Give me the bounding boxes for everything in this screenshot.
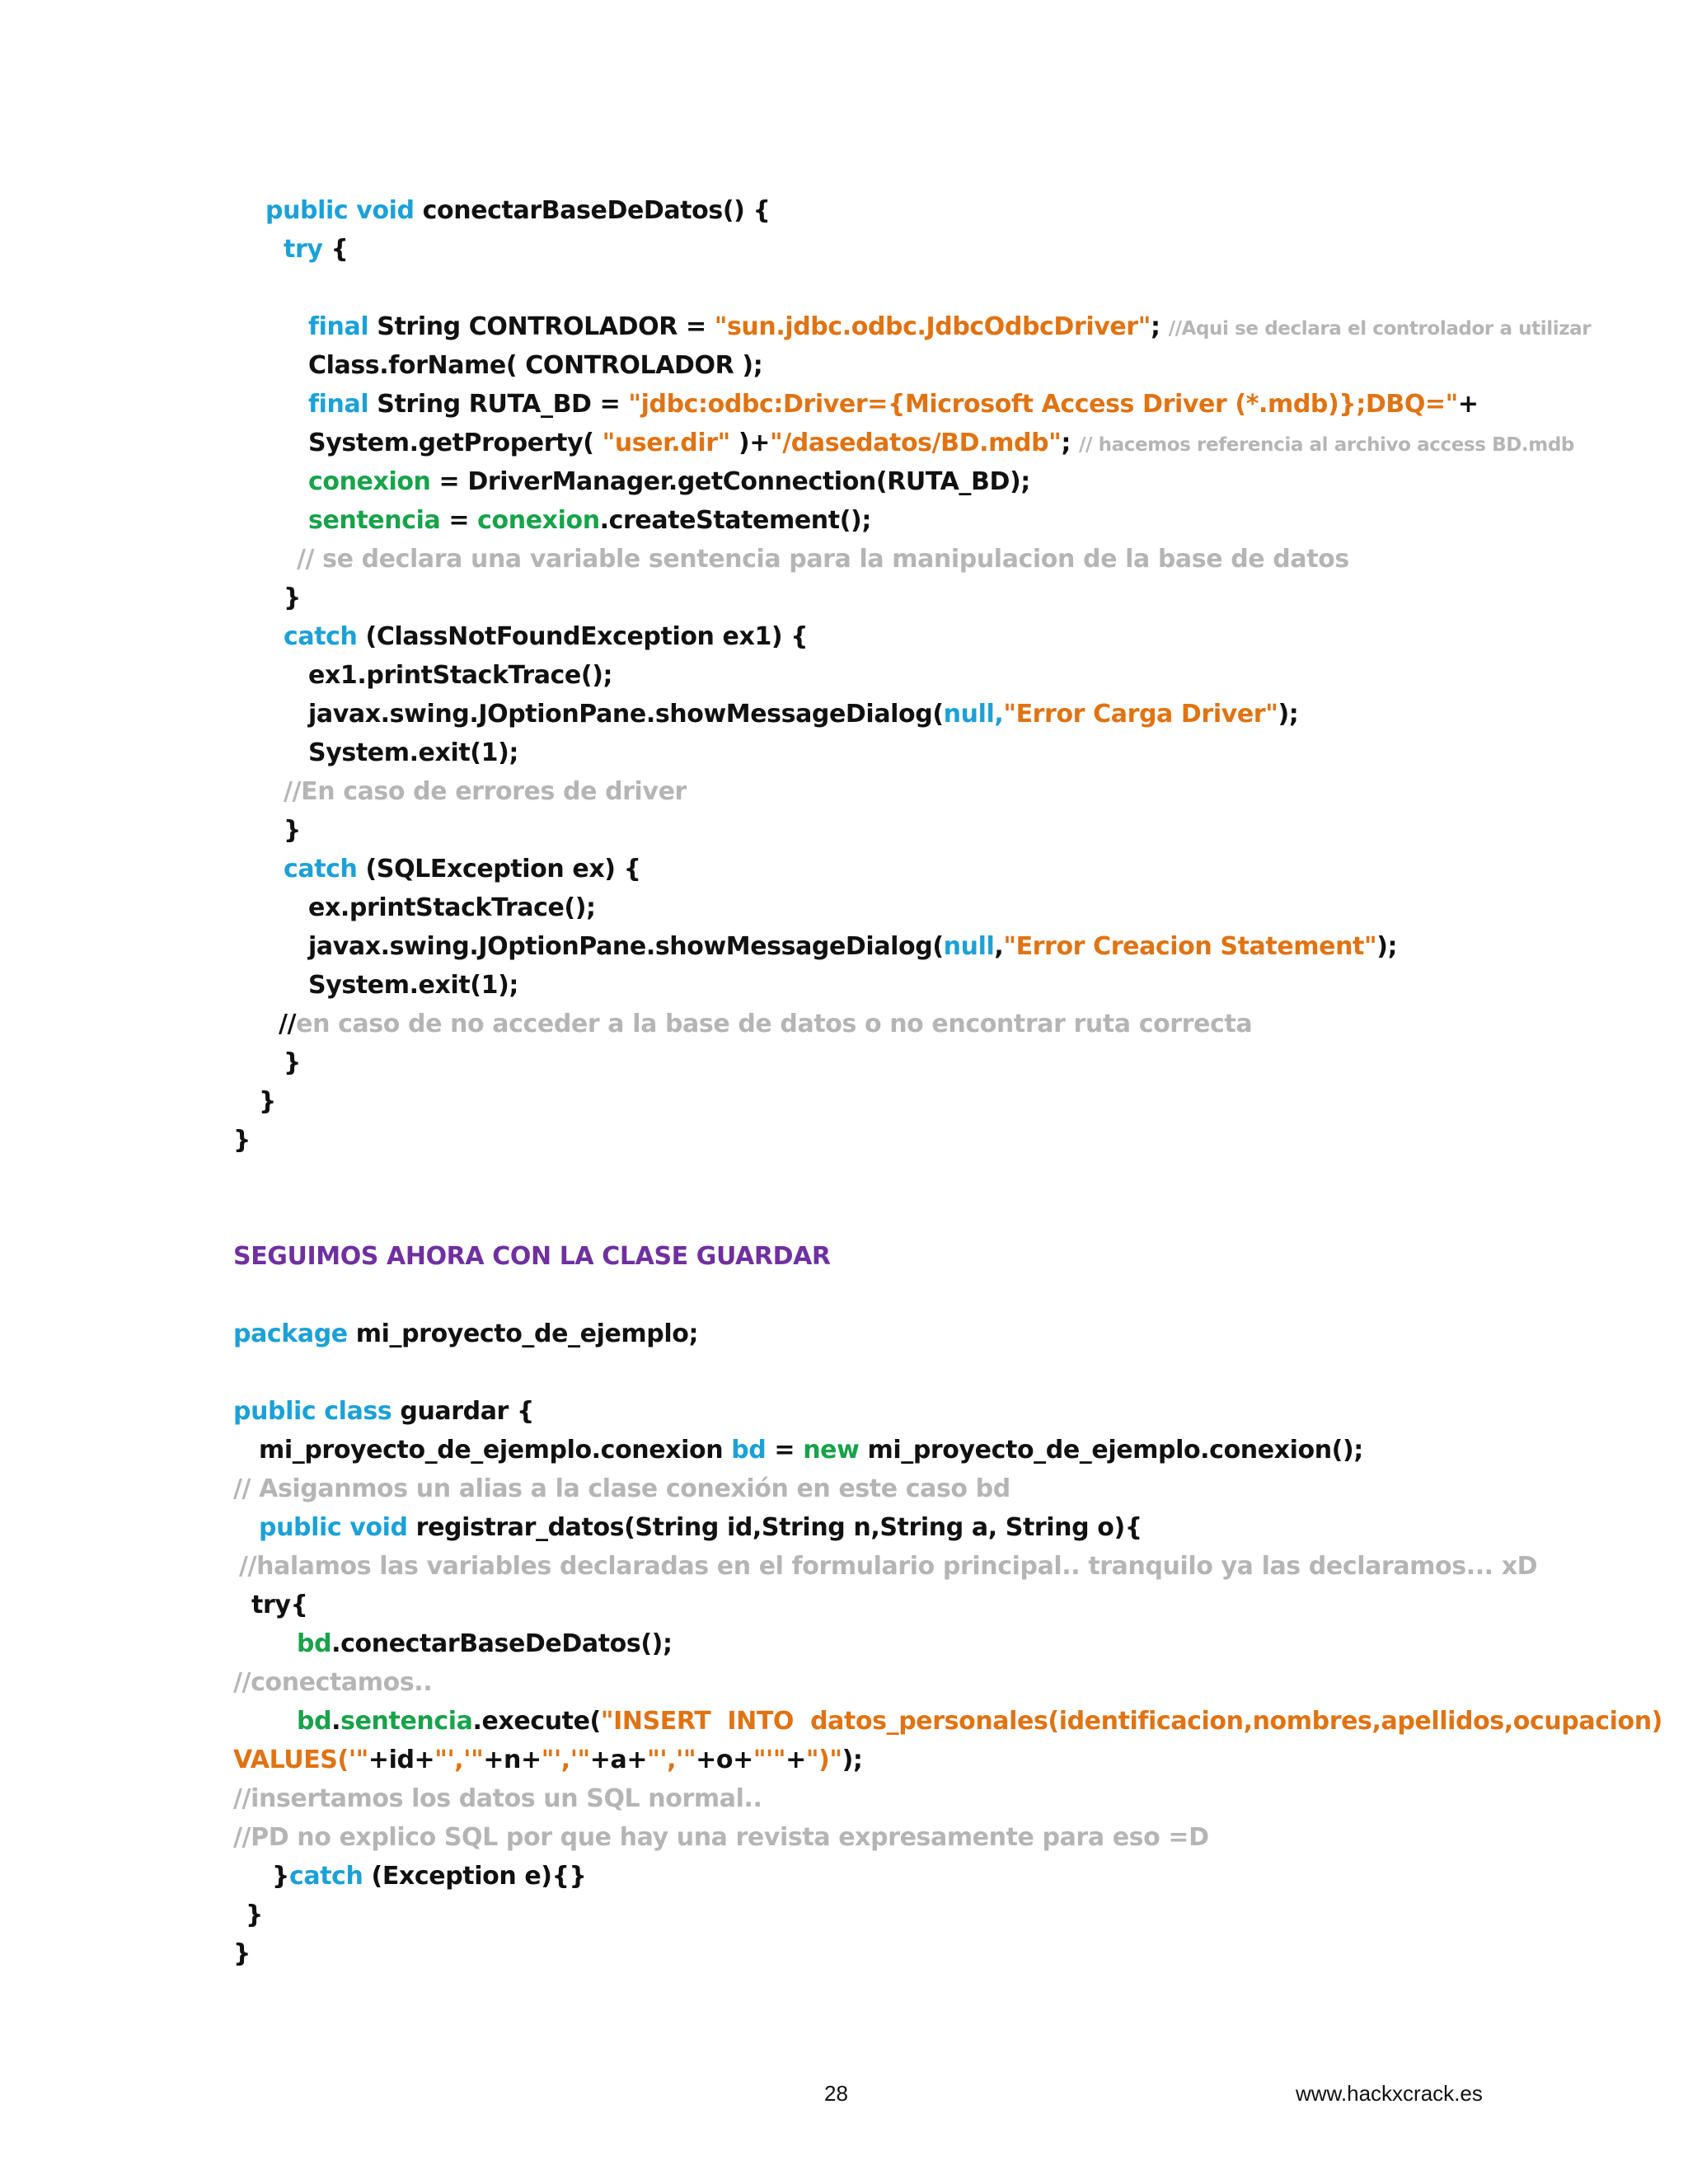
code-line xyxy=(259,1085,276,1118)
code-token-plain: + xyxy=(1457,390,1479,419)
code-token-plain: + xyxy=(785,1746,806,1774)
footer-website: www.hackxcrack.es xyxy=(1296,2081,1483,2106)
code-token-plain: = xyxy=(440,506,478,535)
code-token-plain: = xyxy=(766,1436,804,1465)
code-line xyxy=(297,1628,673,1661)
code-token-field: bd xyxy=(297,1629,332,1658)
code-token-plain: ex.printStackTrace(); xyxy=(308,893,596,922)
code-line xyxy=(279,1008,1252,1041)
code-token-plain: System.getProperty( xyxy=(308,429,603,457)
code-token-plain: mi_proyecto_de_ejemplo.conexion(); xyxy=(859,1436,1363,1465)
code-token-comment: //En caso de errores de driver xyxy=(284,777,687,806)
code-token-field: conexion xyxy=(308,467,431,496)
code-token-keyword: public void xyxy=(265,196,415,225)
code-token-keyword: null, xyxy=(943,700,1004,729)
code-token-string: "','" xyxy=(647,1746,696,1774)
code-token-comment: //PD no explico SQL por que hay una revista expresamente para eso =D xyxy=(233,1823,1209,1852)
code-token-plain: +o+ xyxy=(696,1746,753,1774)
code-line xyxy=(265,194,770,227)
code-line xyxy=(308,930,1397,963)
code-line xyxy=(239,1550,1537,1583)
code-token-plain: // xyxy=(279,1010,297,1038)
code-line xyxy=(308,698,1298,731)
code-token-plain: +id+ xyxy=(368,1746,435,1774)
code-token-plain: try{ xyxy=(251,1591,308,1619)
code-token-field: sentencia xyxy=(308,506,441,535)
code-token-comment: //insertamos los datos un SQL normal.. xyxy=(233,1784,762,1813)
code-line xyxy=(284,621,808,654)
code-token-plain: (SQLException ex) { xyxy=(357,855,641,883)
code-line xyxy=(284,776,687,808)
code-token-plain: mi_proyecto_de_ejemplo; xyxy=(347,1319,699,1348)
code-line xyxy=(284,233,349,266)
code-token-plain: )+ xyxy=(729,429,770,457)
code-token-plain: Class.forName( CONTROLADOR ); xyxy=(308,351,763,380)
code-line xyxy=(233,1473,1010,1506)
code-line xyxy=(308,969,518,1002)
code-token-plain: ); xyxy=(1376,932,1398,961)
code-token-comment: //halamos las variables declaradas en el formulario principal.. tranquilo ya las declaramos... xD xyxy=(239,1552,1538,1581)
code-token-plain: ; xyxy=(1061,429,1080,457)
code-token-keyword: package xyxy=(233,1319,348,1348)
code-token-plain: +n+ xyxy=(483,1746,542,1774)
code-token-string: "user.dir" xyxy=(602,429,730,457)
code-line xyxy=(284,1047,301,1080)
code-token-plain: +a+ xyxy=(589,1746,648,1774)
code-line xyxy=(246,1899,263,1932)
code-token-plain: . xyxy=(331,1707,341,1736)
code-token-string: "/dasedatos/BD.mdb" xyxy=(769,429,1062,457)
code-token-plain: conectarBaseDeDatos() { xyxy=(414,196,771,225)
code-token-comment: // se declara una variable sentencia para la manipulacion de la base de datos xyxy=(297,545,1349,574)
code-token-plain: .conectarBaseDeDatos(); xyxy=(331,1629,673,1658)
code-token-plain: } xyxy=(259,1087,276,1116)
code-token-string: "INSERT INTO datos_personales(identificacion,nombres,apellidos,ocupacion) xyxy=(600,1707,1662,1736)
code-token-plain: String RUTA_BD = xyxy=(368,390,629,419)
section-heading: SEGUIMOS AHORA CON LA CLASE GUARDAR xyxy=(233,1242,831,1271)
code-line xyxy=(233,1318,698,1351)
code-line xyxy=(284,853,641,886)
code-line xyxy=(233,1783,762,1816)
code-token-keyword: try xyxy=(284,235,323,264)
code-token-plain: } xyxy=(284,583,301,612)
code-token-keyword: public void xyxy=(259,1513,408,1542)
code-line xyxy=(297,543,1349,576)
code-line xyxy=(251,1589,307,1622)
code-token-field: conexion xyxy=(477,506,600,535)
code-token-plain: } xyxy=(233,1126,251,1155)
code-line xyxy=(308,349,762,382)
code-token-keyword: final xyxy=(308,390,369,419)
code-token-plain: } xyxy=(284,1048,301,1077)
code-token-comment: en caso de no acceder a la base de datos o no encontrar ruta correcta xyxy=(296,1010,1253,1038)
code-line xyxy=(233,1395,534,1428)
code-token-string: ")" xyxy=(805,1746,842,1774)
code-line xyxy=(284,582,301,615)
code-token-plain: System.exit(1); xyxy=(308,738,518,767)
code-token-keyword: catch xyxy=(284,622,358,651)
code-line xyxy=(308,504,871,537)
code-token-plain: , xyxy=(994,932,1004,961)
code-token-plain: ; xyxy=(1150,312,1169,341)
code-token-field: new xyxy=(803,1436,860,1465)
code-line xyxy=(233,1124,251,1157)
code-token-string: "'" xyxy=(753,1746,786,1774)
page-number: 28 xyxy=(824,2081,848,2106)
code-token-plain: (ClassNotFoundException ex1) { xyxy=(357,622,809,651)
code-line xyxy=(259,1511,1142,1544)
code-token-plain: (Exception e){} xyxy=(363,1862,587,1891)
code-token-plain: registrar_datos(String id,String n,String a, String o){ xyxy=(407,1513,1142,1542)
code-token-plain: .execute( xyxy=(472,1707,601,1736)
code-token-field: bd xyxy=(297,1707,332,1736)
code-token-plain: } xyxy=(272,1862,289,1891)
code-token-keyword: catch xyxy=(284,855,358,883)
code-token-string: "sun.jdbc.odbc.JdbcOdbcDriver" xyxy=(714,312,1151,341)
code-token-plain: { xyxy=(322,235,349,264)
code-token-keyword: final xyxy=(308,312,369,341)
code-token-plain: } xyxy=(284,816,301,845)
code-line xyxy=(233,1666,432,1699)
code-token-plain: = DriverManager.getConnection(RUTA_BD); xyxy=(430,467,1030,496)
code-token-plain: ex1.printStackTrace(); xyxy=(308,661,613,690)
code-line xyxy=(308,311,1591,345)
code-token-string: "','" xyxy=(434,1746,484,1774)
code-token-string: "Error Creacion Statement" xyxy=(1003,932,1377,961)
code-token-string: "Error Carga Driver" xyxy=(1003,700,1278,729)
code-token-field: sentencia xyxy=(340,1707,473,1736)
code-token-string: VALUES('" xyxy=(233,1746,368,1774)
code-line xyxy=(308,892,596,925)
code-token-keyword: public class xyxy=(233,1397,392,1426)
code-token-keyword: bd xyxy=(731,1436,767,1465)
code-token-comment: //conectamos.. xyxy=(233,1668,433,1697)
code-token-plain: javax.swing.JOptionPane.showMessageDialog( xyxy=(308,932,944,961)
code-line xyxy=(308,466,1030,499)
code-token-string: "','" xyxy=(541,1746,590,1774)
code-line xyxy=(233,1821,1209,1854)
code-token-comment: // hacemos referencia al archivo access BD.mdb xyxy=(1079,434,1574,456)
code-line xyxy=(284,814,301,847)
code-line xyxy=(233,1744,863,1777)
code-line xyxy=(297,1705,1662,1738)
code-token-plain: } xyxy=(233,1939,251,1968)
code-token-comment: //Aqui se declara el controlador a utilizar xyxy=(1168,318,1592,340)
code-token-plain: guardar { xyxy=(392,1397,534,1426)
code-line xyxy=(259,1434,1363,1467)
code-token-plain: mi_proyecto_de_ejemplo.conexion xyxy=(259,1436,732,1465)
code-token-keyword: catch xyxy=(288,1862,363,1891)
code-token-plain: String CONTROLADOR = xyxy=(368,312,715,341)
code-line xyxy=(308,659,612,692)
code-line xyxy=(308,388,1479,421)
code-token-string: "jdbc:odbc:Driver={Microsoft Access Driver (*.mdb)};DBQ=" xyxy=(628,390,1458,419)
code-line xyxy=(272,1860,587,1893)
code-line xyxy=(308,737,518,770)
code-token-plain: } xyxy=(246,1900,263,1929)
code-token-plain: javax.swing.JOptionPane.showMessageDialog( xyxy=(308,700,944,729)
code-token-plain: ); xyxy=(1278,700,1299,729)
code-token-keyword: null xyxy=(943,932,995,961)
code-line xyxy=(308,427,1574,462)
code-line xyxy=(233,1938,251,1971)
code-token-plain: .createStatement(); xyxy=(599,506,871,535)
code-token-plain: System.exit(1); xyxy=(308,971,518,1000)
code-token-plain: ); xyxy=(842,1746,863,1774)
code-token-comment: // Asiganmos un alias a la clase conexión en este caso bd xyxy=(233,1474,1010,1503)
